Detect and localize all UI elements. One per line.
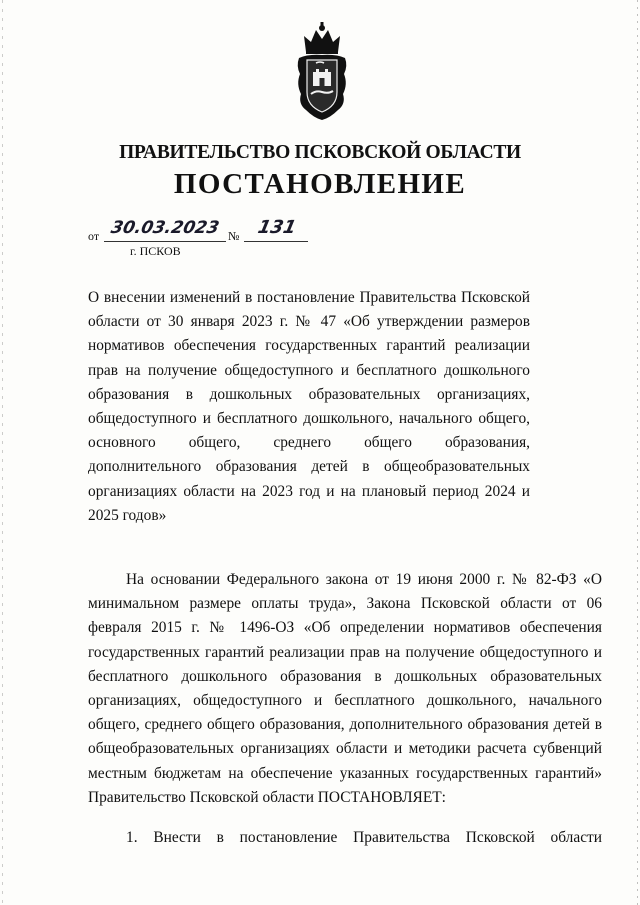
document-subject: О внесении изменений в постановление Правительства Псковской области от 30 января 2023 г. № 47 «Об утверждении размеров нормативов обеспечения государственных гарантий реализации прав на получение общедоступного и бесплатного дошкольного образования в дошкольных образовательных организациях, общедоступного и бесплатного дошкольного, начального общего, основного общего, среднего общего образования, дополнительного образования детей в общеобразовательных организациях области на 2023 год и на плановый период 2024 и 2025 годов» <box>88 289 530 524</box>
number-underline <box>244 241 308 242</box>
document-type-title: ПОСТАНОВЛЕНИЕ <box>173 168 467 200</box>
item-1-paragraph: 1. Внести в постановление Правительства Псковской области <box>126 829 602 846</box>
scan-edge-right <box>637 0 638 905</box>
organization-name: ПРАВИТЕЛЬСТВО ПСКОВСКОЙ ОБЛАСТИ <box>119 142 521 163</box>
city-name: г. ПСКОВ <box>130 244 181 258</box>
coat-of-arms-icon <box>296 22 348 120</box>
number-prefix: № <box>228 229 240 243</box>
document-number: 131 <box>255 217 299 238</box>
document-date: 30.03.2023 <box>109 218 221 238</box>
preamble-paragraph: На основании Федерального закона от 19 июня 2000 г. № 82-ФЗ «О минимальном размере оплаты труда», Закона Псковской области от 06 февраля 2015 г. № 1496-ОЗ «Об определении нормативов обеспечения государственных гарантий реализации прав на получение общедоступного и бесплатного дошкольного образования в дошкольных образовательных организациях, общедоступного и бесплатного дошкольного, начального общего, среднего общего образования, дополнительного образования детей в общеобразовательных организациях области и методики расчета субвенций местным бюджетам на обеспечение указанных государственных гарантий» Правительство Псковской области ПОСТАНОВЛЯЕТ: <box>88 571 602 806</box>
scan-edge-left <box>2 0 3 905</box>
date-prefix: от <box>88 229 100 243</box>
date-underline <box>104 241 226 242</box>
registration-line <box>88 217 308 244</box>
